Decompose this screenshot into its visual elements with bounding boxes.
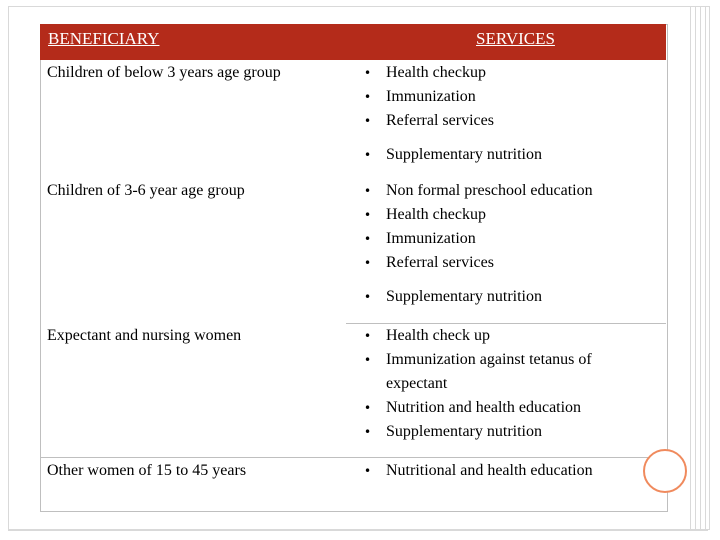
- table-header: [40, 24, 666, 60]
- header-services: SERVICES: [476, 29, 555, 48]
- service-item: • Health checkup: [346, 61, 666, 85]
- service-item: • Nutrition and health education: [346, 396, 646, 420]
- service-item: • Immunization: [346, 227, 666, 251]
- service-item: • Referral services: [346, 109, 666, 133]
- service-item: • Immunization against tetanus of expectant: [346, 348, 646, 396]
- row-divider: [40, 457, 666, 458]
- decorative-circle: [643, 449, 687, 493]
- service-item: • Referral services: [346, 251, 666, 275]
- service-item: • Immunization: [346, 85, 666, 109]
- slide-border-bar: [690, 6, 696, 530]
- beneficiary-cell: Children of below 3 years age group: [47, 64, 281, 81]
- service-item: • Nutritional and health education: [346, 459, 596, 483]
- slide-border-bar: [700, 6, 706, 530]
- service-item: • Supplementary nutrition: [346, 420, 646, 444]
- beneficiary-cell: Expectant and nursing women: [47, 327, 242, 344]
- services-list: [346, 61, 666, 167]
- service-item: • Supplementary nutrition: [346, 143, 666, 167]
- services-list: [346, 324, 646, 444]
- beneficiary-cell: Children of 3-6 year age group: [47, 182, 245, 199]
- header-beneficiary: BENEFICIARY: [48, 29, 160, 48]
- beneficiary-cell: Other women of 15 to 45 years: [47, 462, 247, 479]
- slide-border-bar: [8, 530, 708, 534]
- service-item: • Health checkup: [346, 203, 666, 227]
- service-item: • Supplementary nutrition: [346, 285, 666, 309]
- services-list: [346, 179, 666, 309]
- services-list: [346, 459, 596, 483]
- service-item: • Non formal preschool education: [346, 179, 666, 203]
- service-item: • Health check up: [346, 324, 646, 348]
